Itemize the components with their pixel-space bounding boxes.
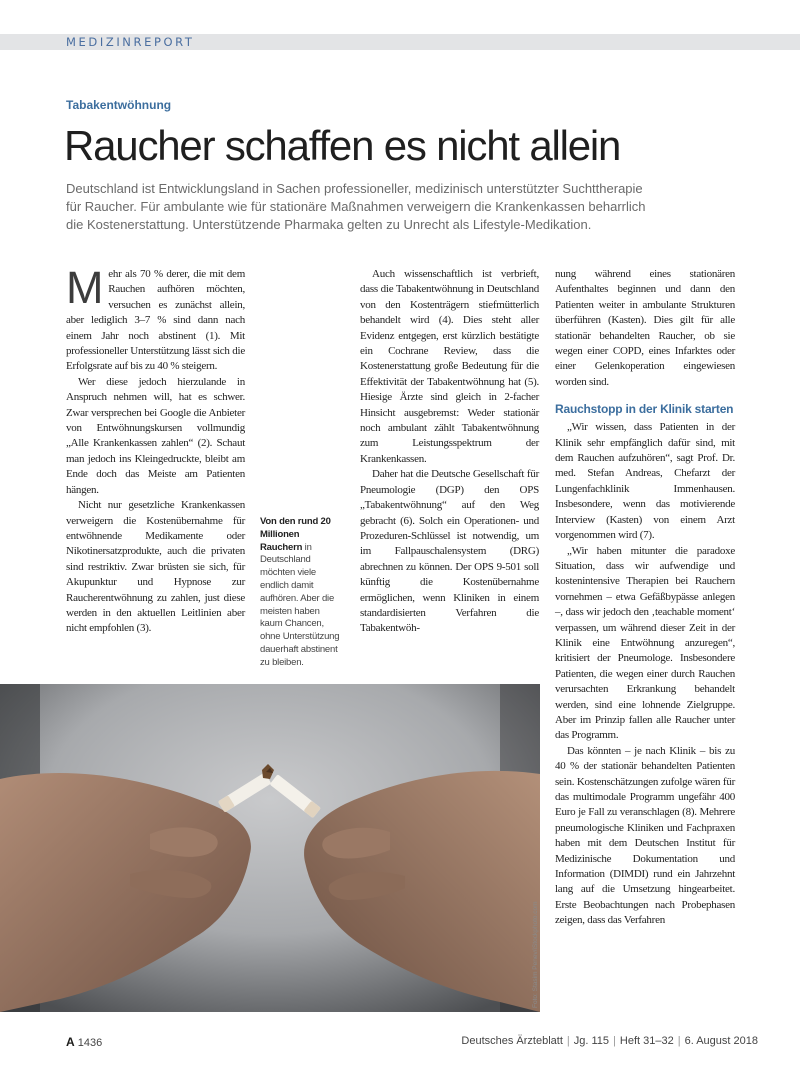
page-number-value: 1436 [77, 1037, 103, 1049]
divider: | [677, 1035, 681, 1047]
paragraph: Auch wissenschaftlich ist verbrieft, dass die Tabakentwöhnung in Deutschland von den Kostenträgern stiefmütterlich behandelt wird (4). Dies steht aller Evidenz entgegen, erst kürzlich bestätigte ein Cochrane Review, dass die Kostenerstattung große Bedeutung für die Effektivität der Tabakentwöhnung hat (5). Hiesige Ärzte sind gleich in 2-facher Hinsicht ausgebremst: Weder stationär noch ambulant zählt Tabakentwöhnung zum Leistungsspektrum der Krankenkassen. [360, 268, 539, 465]
paragraph [66, 262, 245, 375]
paragraph: „Wir wissen, dass Patienten in der Klinik sehr empfänglich dafür sind, mit dem Rauchen aufzuhören“, sagt Prof. Dr. med. Stefan Andreas, Chefarzt der Lungenfachklinik Immenhausen. Insbesondere, wenn das motivierende Interview (Kasten) von einem Arzt vorgenommen wird (7). [555, 421, 735, 542]
journal-name: Deutsches Ärzteblatt [461, 1035, 563, 1047]
article-photo [0, 684, 540, 1012]
paragraph: Daher hat die Deutsche Gesellschaft für Pneumologie (DGP) den OPS „Tabakentwöhnung“ auf den Weg gebracht (6). Solch ein Operationen- und Prozeduren-Schlüssel ist notwendig, um im Fallpauschalensystem (DRG) abrechnen zu können. Der OPS 9-501 soll künftig die Kostenübernahme ermöglichen, wenn Kliniken in einem standardisierten Verfahren die Tabakentwöh- [360, 468, 539, 635]
broken-cigarette-image [0, 684, 540, 1012]
page-footer [0, 1030, 800, 1050]
lead-line: Deutschland ist Entwicklungsland in Sachen professioneller, medizinisch unterstützter Suchttherapie [66, 181, 643, 196]
journal-volume: Jg. 115 [573, 1035, 610, 1047]
subheading: Rauchstopp in der Klinik starten [555, 402, 734, 417]
caption-text: in Deutschland möchten viele endlich damit aufhören. Aber die meisten haben kaum Chancen, ohne Unterstützung dauerhaft abstinent zu bleiben. [260, 541, 340, 668]
caption-bold: Von den rund 20 Millionen Rauchern [260, 516, 331, 553]
lead-line: für Raucher. Für ambulante wie für stationäre Maßnahmen verweigern die Krankenkassen beharrlich [66, 199, 646, 214]
paragraph-text: ehr als 70 % derer, die mit dem Rauchen aufhören möchten, versuchen es zunächst allein, aber lediglich 3–7 % sind dann nach einem Jahr noch abstinent (1). Mit professioneller Unterstützung lässt sich die Erfolgsrate auf bis zu 40 % steigern. [66, 268, 245, 373]
lead-line: die Kostenerstattung. Unterstützende Pharmaka gelten zu Unrecht als Lifestyle-Medikation. [66, 217, 592, 232]
paragraph: Das könnten – je nach Klinik – bis zu 40 % der stationär behandelten Patienten sein. Kostenschätzungen zufolge wären für das multimodale Programm ungefähr 400 Euro je Fall zu veranschlagen (8). Mehrere pneumologische Kliniken und Fachpraxen haben mit dem Deutschen Institut für Medizinische Dokumentation und Information (DIMDI) rund ein Jahrzehnt lang auf die Umsetzung hingearbeitet. Erste Beobachtungen nach Probephasen zeigen, dass das Verfahren [555, 744, 735, 927]
journal-issue: Heft 31–32 [619, 1035, 674, 1047]
paragraph: Wer diese jedoch hierzulande in Anspruch nehmen will, hat es schwer. Zwar versprechen bei Google die Anbieter von Entwöhnungskursen vollmundig „Alle Krankenkassen zahlen“ (2). Schaut man jedoch ins Kleingedruckte, bleibt am Ende doch das Meiste am Patienten hängen. [66, 375, 245, 496]
page-number [66, 1035, 102, 1049]
photo-credit: Foto: Stasim Penev/iStockphoto.com [532, 901, 539, 1008]
divider: | [613, 1035, 616, 1047]
section-label: MEDIZINREPORT [66, 35, 195, 49]
article-column-3 [555, 267, 735, 929]
page-prefix: A [66, 1035, 75, 1049]
article-column-1 [66, 262, 245, 637]
article-column-2 [360, 267, 539, 637]
article-lead [66, 180, 666, 234]
article-kicker: Tabakentwöhnung [66, 98, 172, 112]
photo-caption [260, 516, 344, 670]
article-title: Raucher schaffen es nicht allein [64, 122, 621, 169]
journal-date: 6. August 2018 [684, 1035, 758, 1047]
divider: | [566, 1035, 570, 1047]
journal-info [461, 1035, 758, 1047]
paragraph: „Wir haben mitunter die paradoxe Situation, dass wir aufwendige und kostenintensive Therapien bei Rauchern vornehmen – etwa Gefäßbypässe anlegen –, dass wir jedoch den ‚teachable moment‘ verpassen, um während dieser Zeit in der Klinik eine Entwöhnung anzuregen“, kritisiert der Pneumologe. Insbesondere Patienten, die wegen einer durch Rauchen verursachten Erkrankung behandelt werden, sind eine lohnende Zielgruppe. Aber im Prinzip fallen alle Raucher unter das Programm. [555, 544, 735, 742]
drop-cap: M [66, 262, 104, 313]
paragraph: Nicht nur gesetzliche Krankenkassen verweigern die Kostenübernahme für entwöhnende Medikamente oder Nikotinersatzprodukte, auch die privaten sind restriktiv. Zwar brüsten sie sich, für Akupunktur und Hypnose zur Raucherentwöhnung zu zahlen, just diese werden in den aktuellen Leitlinien aber nicht empfohlen (3). [66, 499, 245, 635]
paragraph: nung während eines stationären Aufenthaltes beginnen und dann den Patienten weiter in ambulante Strukturen überführen (Kasten). Dies gilt für alle stationär behandelten Raucher, ob sie wegen einer COPD, eines Infarktes oder einer Gelenkoperation eingewiesen worden sind. [555, 268, 735, 388]
